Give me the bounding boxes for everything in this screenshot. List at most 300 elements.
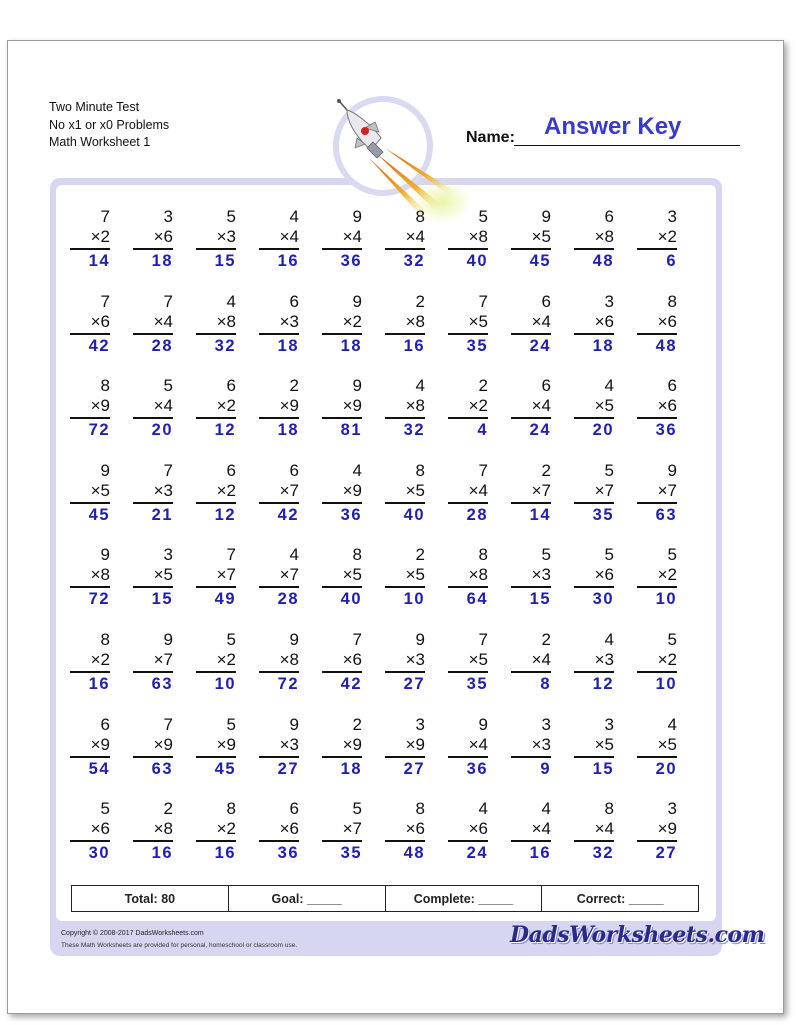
problem-multiplier: ×2 <box>637 227 677 250</box>
problem-answer: 9 <box>540 760 551 778</box>
problem-item <box>574 799 614 864</box>
problem-multiplier: ×2 <box>196 481 236 504</box>
problem-multiplier: ×8 <box>196 312 236 335</box>
problem-answer: 27 <box>277 760 299 778</box>
problem-multiplicand: 3 <box>604 292 614 311</box>
problem-answer: 32 <box>403 252 425 270</box>
problem-item <box>259 376 299 441</box>
problem-multiplier: ×3 <box>574 650 614 673</box>
problem-multiplicand: 4 <box>604 630 614 649</box>
problem-item <box>511 545 551 610</box>
problem-multiplicand: 4 <box>604 376 614 395</box>
problem-multiplier: ×4 <box>322 227 362 250</box>
problem-multiplier: ×4 <box>133 396 173 419</box>
problem-answer: 42 <box>340 675 362 693</box>
problem-item <box>133 292 173 357</box>
dadsworksheets-logo: DadsWorksheets.com <box>510 922 765 948</box>
problem-multiplicand: 8 <box>226 799 236 818</box>
problem-item <box>259 207 299 272</box>
problem-multiplier: ×8 <box>70 565 110 588</box>
problem-answer: 10 <box>214 675 236 693</box>
problem-multiplier: ×9 <box>70 735 110 758</box>
problem-multiplier: ×7 <box>574 481 614 504</box>
problem-item <box>637 545 677 610</box>
problem-multiplicand: 4 <box>226 292 236 311</box>
problem-answer: 18 <box>151 252 173 270</box>
score-table <box>71 885 699 912</box>
name-label: Name: <box>466 129 515 146</box>
problem-multiplicand: 5 <box>478 207 488 226</box>
problem-answer: 18 <box>277 337 299 355</box>
problem-multiplier: ×8 <box>574 227 614 250</box>
problem-item <box>448 630 488 695</box>
problem-multiplier: ×4 <box>385 227 425 250</box>
problem-item <box>385 461 425 526</box>
problem-multiplier: ×6 <box>637 396 677 419</box>
problem-multiplier: ×8 <box>448 565 488 588</box>
problem-answer: 72 <box>88 590 110 608</box>
problem-multiplier: ×3 <box>259 312 299 335</box>
problem-multiplicand: 6 <box>226 461 236 480</box>
problem-item <box>133 545 173 610</box>
problem-item <box>637 207 677 272</box>
problem-answer: 35 <box>340 844 362 862</box>
problem-multiplicand: 9 <box>541 207 551 226</box>
problem-multiplier: ×5 <box>574 396 614 419</box>
problem-answer: 20 <box>655 760 677 778</box>
name-field <box>466 115 746 147</box>
problem-multiplicand: 4 <box>289 207 299 226</box>
problem-item <box>133 715 173 780</box>
problem-answer: 28 <box>466 506 488 524</box>
problem-item <box>385 376 425 441</box>
problem-answer: 64 <box>466 590 488 608</box>
problem-multiplier: ×9 <box>70 396 110 419</box>
problem-multiplicand: 5 <box>667 630 677 649</box>
problem-multiplier: ×6 <box>448 819 488 842</box>
problem-multiplicand: 9 <box>100 545 110 564</box>
problem-answer: 28 <box>151 337 173 355</box>
problem-multiplier: ×9 <box>259 396 299 419</box>
problem-answer: 15 <box>151 590 173 608</box>
problem-item <box>259 461 299 526</box>
problem-answer: 35 <box>466 675 488 693</box>
problem-multiplier: ×4 <box>133 312 173 335</box>
problem-multiplier: ×5 <box>448 312 488 335</box>
problem-multiplicand: 6 <box>604 207 614 226</box>
problem-answer: 18 <box>340 337 362 355</box>
problem-multiplicand: 2 <box>478 376 488 395</box>
problem-answer: 18 <box>277 421 299 439</box>
problem-multiplicand: 5 <box>604 461 614 480</box>
problem-multiplicand: 9 <box>352 376 362 395</box>
problem-answer: 40 <box>466 252 488 270</box>
problem-multiplicand: 9 <box>100 461 110 480</box>
problem-item <box>70 292 110 357</box>
problem-multiplier: ×9 <box>385 735 425 758</box>
problem-answer: 12 <box>214 506 236 524</box>
problem-answer: 36 <box>340 252 362 270</box>
problem-item <box>511 461 551 526</box>
problem-multiplicand: 9 <box>163 630 173 649</box>
problem-multiplier: ×2 <box>196 396 236 419</box>
problem-answer: 16 <box>151 844 173 862</box>
problem-multiplier: ×7 <box>637 481 677 504</box>
problem-answer: 24 <box>529 337 551 355</box>
problem-multiplier: ×4 <box>511 312 551 335</box>
problem-answer: 18 <box>592 337 614 355</box>
problem-multiplicand: 8 <box>415 461 425 480</box>
problem-multiplicand: 7 <box>100 207 110 226</box>
problem-answer: 72 <box>88 421 110 439</box>
problem-multiplier: ×2 <box>196 819 236 842</box>
problem-multiplier: ×3 <box>259 735 299 758</box>
problem-multiplier: ×5 <box>70 481 110 504</box>
problem-answer: 63 <box>151 760 173 778</box>
problem-answer: 40 <box>403 506 425 524</box>
problem-item <box>448 461 488 526</box>
problem-multiplier: ×4 <box>511 396 551 419</box>
problem-item <box>574 715 614 780</box>
problem-item <box>196 376 236 441</box>
problem-multiplier: ×7 <box>133 650 173 673</box>
problem-multiplicand: 7 <box>352 630 362 649</box>
problem-answer: 21 <box>151 506 173 524</box>
problem-answer: 12 <box>214 421 236 439</box>
problem-multiplicand: 3 <box>541 715 551 734</box>
problem-item <box>448 799 488 864</box>
problem-multiplier: ×3 <box>196 227 236 250</box>
problem-multiplier: ×2 <box>637 565 677 588</box>
problem-item <box>574 461 614 526</box>
problem-multiplier: ×6 <box>385 819 425 842</box>
problem-answer: 15 <box>214 252 236 270</box>
problem-multiplicand: 2 <box>415 545 425 564</box>
problem-multiplier: ×8 <box>259 650 299 673</box>
problem-item <box>322 461 362 526</box>
problem-item <box>322 715 362 780</box>
problem-multiplicand: 9 <box>289 630 299 649</box>
problem-multiplier: ×5 <box>385 565 425 588</box>
problem-item <box>322 207 362 272</box>
problem-multiplicand: 6 <box>100 715 110 734</box>
problem-item <box>511 799 551 864</box>
problem-multiplier: ×8 <box>448 227 488 250</box>
problem-multiplicand: 2 <box>541 461 551 480</box>
problem-multiplicand: 3 <box>667 799 677 818</box>
problem-item <box>70 207 110 272</box>
problem-answer: 81 <box>340 421 362 439</box>
problem-multiplicand: 5 <box>352 799 362 818</box>
problem-item <box>322 376 362 441</box>
problem-answer: 4 <box>477 421 488 439</box>
problem-multiplier: ×6 <box>322 650 362 673</box>
problem-multiplicand: 6 <box>541 376 551 395</box>
problem-multiplicand: 2 <box>415 292 425 311</box>
problem-multiplicand: 2 <box>289 376 299 395</box>
problem-multiplicand: 3 <box>163 207 173 226</box>
problem-multiplicand: 9 <box>289 715 299 734</box>
problem-item <box>322 545 362 610</box>
problem-multiplicand: 6 <box>289 292 299 311</box>
problem-multiplicand: 8 <box>604 799 614 818</box>
problem-multiplicand: 7 <box>163 461 173 480</box>
problem-multiplier: ×5 <box>448 650 488 673</box>
problem-multiplicand: 8 <box>100 376 110 395</box>
problem-multiplicand: 7 <box>478 292 488 311</box>
problem-answer: 16 <box>277 252 299 270</box>
problem-answer: 16 <box>88 675 110 693</box>
problem-item <box>133 207 173 272</box>
problem-answer: 14 <box>88 252 110 270</box>
problem-multiplicand: 5 <box>163 376 173 395</box>
problem-multiplier: ×4 <box>511 819 551 842</box>
problem-item <box>322 799 362 864</box>
problem-item <box>259 292 299 357</box>
problem-item <box>70 799 110 864</box>
problem-answer: 32 <box>403 421 425 439</box>
problem-multiplier: ×5 <box>574 735 614 758</box>
problem-answer: 18 <box>340 760 362 778</box>
problem-answer: 6 <box>666 252 677 270</box>
problem-multiplicand: 5 <box>667 545 677 564</box>
problem-multiplicand: 6 <box>226 376 236 395</box>
problem-answer: 27 <box>403 675 425 693</box>
problem-answer: 8 <box>540 675 551 693</box>
problem-multiplicand: 4 <box>667 715 677 734</box>
problem-multiplicand: 7 <box>478 461 488 480</box>
problem-item <box>385 207 425 272</box>
header-subtitle: No x1 or x0 Problems <box>49 117 170 132</box>
problem-item <box>448 207 488 272</box>
problem-multiplicand: 6 <box>667 376 677 395</box>
problem-answer: 35 <box>466 337 488 355</box>
problem-item <box>511 630 551 695</box>
problem-answer: 36 <box>340 506 362 524</box>
problem-multiplicand: 4 <box>289 545 299 564</box>
problem-answer: 28 <box>277 590 299 608</box>
problem-multiplicand: 3 <box>667 207 677 226</box>
problem-item <box>133 799 173 864</box>
problem-item <box>448 715 488 780</box>
problem-multiplier: ×6 <box>70 312 110 335</box>
problem-item <box>133 376 173 441</box>
problem-multiplicand: 5 <box>100 799 110 818</box>
problem-multiplier: ×9 <box>133 735 173 758</box>
problem-multiplier: ×6 <box>133 227 173 250</box>
problem-answer: 48 <box>655 337 677 355</box>
problem-multiplicand: 5 <box>604 545 614 564</box>
problem-item <box>637 799 677 864</box>
problem-item <box>322 630 362 695</box>
name-underline <box>514 145 740 146</box>
problem-answer: 20 <box>592 421 614 439</box>
problem-multiplicand: 8 <box>415 799 425 818</box>
problem-multiplicand: 3 <box>415 715 425 734</box>
problem-multiplicand: 8 <box>100 630 110 649</box>
problem-item <box>448 545 488 610</box>
problem-item <box>70 715 110 780</box>
problem-item <box>133 461 173 526</box>
problem-multiplier: ×4 <box>574 819 614 842</box>
problem-multiplier: ×7 <box>259 481 299 504</box>
problem-answer: 72 <box>277 675 299 693</box>
goal-cell: Goal: _____ <box>229 886 386 911</box>
problem-answer: 45 <box>214 760 236 778</box>
problem-multiplier: ×5 <box>322 565 362 588</box>
total-cell: Total: 80 <box>72 886 229 911</box>
problem-multiplier: ×9 <box>322 396 362 419</box>
problem-answer: 32 <box>214 337 236 355</box>
problem-item <box>259 715 299 780</box>
problem-multiplier: ×6 <box>637 312 677 335</box>
problem-answer: 32 <box>592 844 614 862</box>
problem-item <box>70 630 110 695</box>
problem-multiplicand: 8 <box>415 207 425 226</box>
problem-answer: 20 <box>151 421 173 439</box>
problem-multiplier: ×8 <box>385 312 425 335</box>
problem-multiplier: ×3 <box>511 735 551 758</box>
problem-multiplier: ×4 <box>448 735 488 758</box>
problem-multiplicand: 2 <box>352 715 362 734</box>
header-worksheet-number: Math Worksheet 1 <box>49 135 151 149</box>
problem-item <box>70 545 110 610</box>
problem-item <box>259 545 299 610</box>
problem-answer: 36 <box>655 421 677 439</box>
problem-multiplicand: 7 <box>226 545 236 564</box>
problem-answer: 45 <box>88 506 110 524</box>
problem-multiplicand: 9 <box>352 292 362 311</box>
problem-multiplier: ×7 <box>259 565 299 588</box>
problem-multiplicand: 7 <box>100 292 110 311</box>
problem-answer: 63 <box>655 506 677 524</box>
problem-item <box>574 292 614 357</box>
problem-multiplier: ×9 <box>196 735 236 758</box>
problem-item <box>511 376 551 441</box>
correct-cell: Correct: _____ <box>576 892 664 906</box>
problem-answer: 45 <box>529 252 551 270</box>
problem-item <box>385 799 425 864</box>
problem-multiplicand: 9 <box>478 715 488 734</box>
problem-multiplier: ×2 <box>322 312 362 335</box>
problem-multiplier: ×7 <box>196 565 236 588</box>
problem-item <box>133 630 173 695</box>
problem-item <box>574 207 614 272</box>
problem-answer: 49 <box>214 590 236 608</box>
problem-multiplicand: 3 <box>604 715 614 734</box>
problem-answer: 14 <box>529 506 551 524</box>
problem-multiplier: ×6 <box>574 312 614 335</box>
problem-item <box>574 376 614 441</box>
problem-answer: 36 <box>466 760 488 778</box>
problem-multiplier: ×9 <box>637 819 677 842</box>
problem-item <box>322 292 362 357</box>
problem-multiplicand: 9 <box>667 461 677 480</box>
problem-item <box>196 207 236 272</box>
complete-cell: Complete: _____ <box>386 886 543 911</box>
problem-multiplicand: 6 <box>541 292 551 311</box>
problem-multiplicand: 6 <box>289 799 299 818</box>
problem-item <box>637 376 677 441</box>
problem-answer: 30 <box>88 844 110 862</box>
worksheet-header <box>49 99 169 152</box>
problem-multiplier: ×7 <box>322 819 362 842</box>
problem-multiplicand: 5 <box>226 207 236 226</box>
problem-item <box>259 799 299 864</box>
problem-item <box>637 461 677 526</box>
problem-multiplier: ×3 <box>511 565 551 588</box>
problem-answer: 16 <box>529 844 551 862</box>
problem-answer: 42 <box>88 337 110 355</box>
problem-multiplicand: 6 <box>289 461 299 480</box>
problem-multiplier: ×8 <box>133 819 173 842</box>
problem-multiplier: ×4 <box>448 481 488 504</box>
problem-answer: 42 <box>277 506 299 524</box>
problem-multiplicand: 7 <box>478 630 488 649</box>
problem-multiplier: ×2 <box>637 650 677 673</box>
problem-multiplier: ×2 <box>70 650 110 673</box>
problem-multiplicand: 4 <box>352 461 362 480</box>
problem-item <box>511 207 551 272</box>
problem-answer: 12 <box>592 675 614 693</box>
problem-multiplier: ×9 <box>322 481 362 504</box>
problem-multiplier: ×5 <box>385 481 425 504</box>
problem-answer: 10 <box>655 675 677 693</box>
problem-item <box>70 376 110 441</box>
problem-multiplier: ×2 <box>196 650 236 673</box>
problem-item <box>196 461 236 526</box>
problem-item <box>637 630 677 695</box>
problem-answer: 16 <box>403 337 425 355</box>
problem-answer: 16 <box>214 844 236 862</box>
problem-multiplier: ×3 <box>133 481 173 504</box>
problem-multiplier: ×2 <box>448 396 488 419</box>
problem-answer: 48 <box>592 252 614 270</box>
problem-answer: 10 <box>403 590 425 608</box>
problem-answer: 35 <box>592 506 614 524</box>
problem-item <box>196 545 236 610</box>
problem-multiplier: ×3 <box>385 650 425 673</box>
problem-answer: 10 <box>655 590 677 608</box>
problem-multiplicand: 5 <box>226 630 236 649</box>
problem-answer: 54 <box>88 760 110 778</box>
answer-key-title: Answer Key <box>544 113 682 140</box>
problem-answer: 27 <box>655 844 677 862</box>
problem-item <box>637 292 677 357</box>
problem-item <box>637 715 677 780</box>
problem-multiplicand: 7 <box>163 292 173 311</box>
problem-answer: 36 <box>277 844 299 862</box>
problem-item <box>196 292 236 357</box>
copyright-text: Copyright © 2008-2017 DadsWorksheets.com <box>61 930 204 937</box>
problem-multiplier: ×5 <box>511 227 551 250</box>
problem-item <box>259 630 299 695</box>
problem-multiplicand: 2 <box>541 630 551 649</box>
usage-note: These Math Worksheets are provided for personal, homeschool or classroom use. <box>61 942 298 949</box>
problem-item <box>574 545 614 610</box>
problem-multiplicand: 4 <box>541 799 551 818</box>
problem-item <box>574 630 614 695</box>
problem-multiplier: ×5 <box>637 735 677 758</box>
problem-item <box>196 630 236 695</box>
problem-item <box>385 630 425 695</box>
problem-multiplier: ×6 <box>574 565 614 588</box>
problem-item <box>385 715 425 780</box>
header-title: Two Minute Test <box>49 100 140 114</box>
problem-multiplicand: 8 <box>667 292 677 311</box>
problem-multiplicand: 5 <box>541 545 551 564</box>
problem-item <box>511 715 551 780</box>
